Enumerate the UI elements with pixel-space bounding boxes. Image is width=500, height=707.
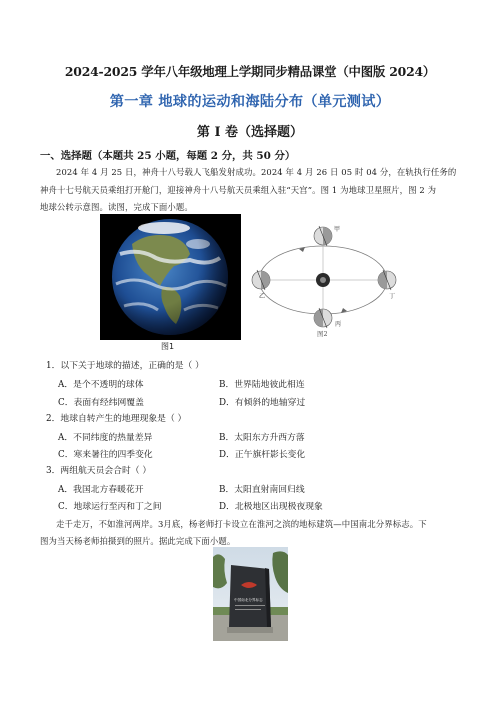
passage1-line: 2024 年 4 月 25 日，神舟十八号载人飞船发射成功。2024 年 4 月 26 日 05 时 04 分，在轨执行任务的 (56, 167, 457, 177)
question-3-stem: 3．两组航天员会合时（ ） (46, 466, 152, 476)
q1-option-c: C．表面有经纬网覆盖 (58, 398, 144, 408)
figure2-caption: 图2 (317, 330, 328, 338)
earth-satellite-photo (100, 214, 241, 340)
label-jia: 甲 (334, 226, 341, 233)
q3-option-b: B．太阳直射南回归线 (219, 485, 305, 495)
volume-title: 第 I 卷（选择题） (196, 125, 304, 140)
earth-position-right (378, 270, 396, 290)
orbit-diagram (247, 222, 407, 338)
chapter-title: 第一章 地球的运动和海陆分布（单元测试） (109, 94, 391, 110)
landmark-image (213, 547, 288, 641)
label-bing: 丙 (335, 321, 342, 328)
passage2-line: 图为当天杨老师拍摄到的照片。据此完成下面小题。 (40, 536, 236, 546)
passage1-line: 神舟十七号航天员乘组打开舱门，迎接神舟十八号航天员乘组入驻“天宫”。图 1 为地球卫星照片，图 2 为 (40, 185, 437, 195)
earth-position-top (314, 226, 332, 246)
earth-globe-icon (100, 214, 241, 340)
label-yi: 乙 (259, 293, 266, 300)
passage1-line: 地球公转示意图。读图，完成下面小题。 (40, 202, 193, 212)
q2-option-b: B．太阳东方升西方落 (219, 433, 305, 443)
question-2-stem: 2．地球自转产生的地理现象是（ ） (46, 414, 187, 424)
q2-option-d: D．正午旗杆影长变化 (219, 450, 306, 460)
q1-option-d: D．有倾斜的地轴穿过 (219, 398, 306, 408)
earth-position-left (252, 270, 270, 290)
section-heading: 一、选择题（本题共 25 小题，每题 2 分，共 50 分） (40, 150, 296, 162)
label-ding: 丁 (389, 293, 396, 300)
q2-option-a: A．不同纬度的热量差异 (58, 433, 153, 443)
passage2-line: 走千走万，不如淮河两岸。3月底，杨老师打卡设立在淮河之滨的地标建筑—中国南北分界标志。下 (56, 519, 427, 529)
q1-option-b: B．世界陆地彼此相连 (219, 380, 305, 390)
q1-option-a: A．是个不透明的球体 (58, 380, 144, 390)
landmark-sign-text: 中国南北分界标志 (234, 598, 263, 602)
q3-option-c: C．地球运行至丙和丁之间 (58, 502, 162, 512)
document-title: 2024-2025 学年八年级地理上学期同步精品课堂（中图版 2024） (64, 64, 436, 79)
earth-position-bottom (314, 308, 332, 328)
q3-option-a: A．我国北方春暖花开 (58, 485, 144, 495)
q2-option-c: C．寒来暑往的四季变化 (58, 450, 153, 460)
question-1-stem: 1．以下关于地球的描述，正确的是（ ） (46, 361, 204, 371)
q3-option-d: D．北极地区出现极夜现象 (219, 502, 323, 512)
figure1-caption: 图1 (161, 342, 175, 351)
landmark-photo (213, 547, 288, 641)
